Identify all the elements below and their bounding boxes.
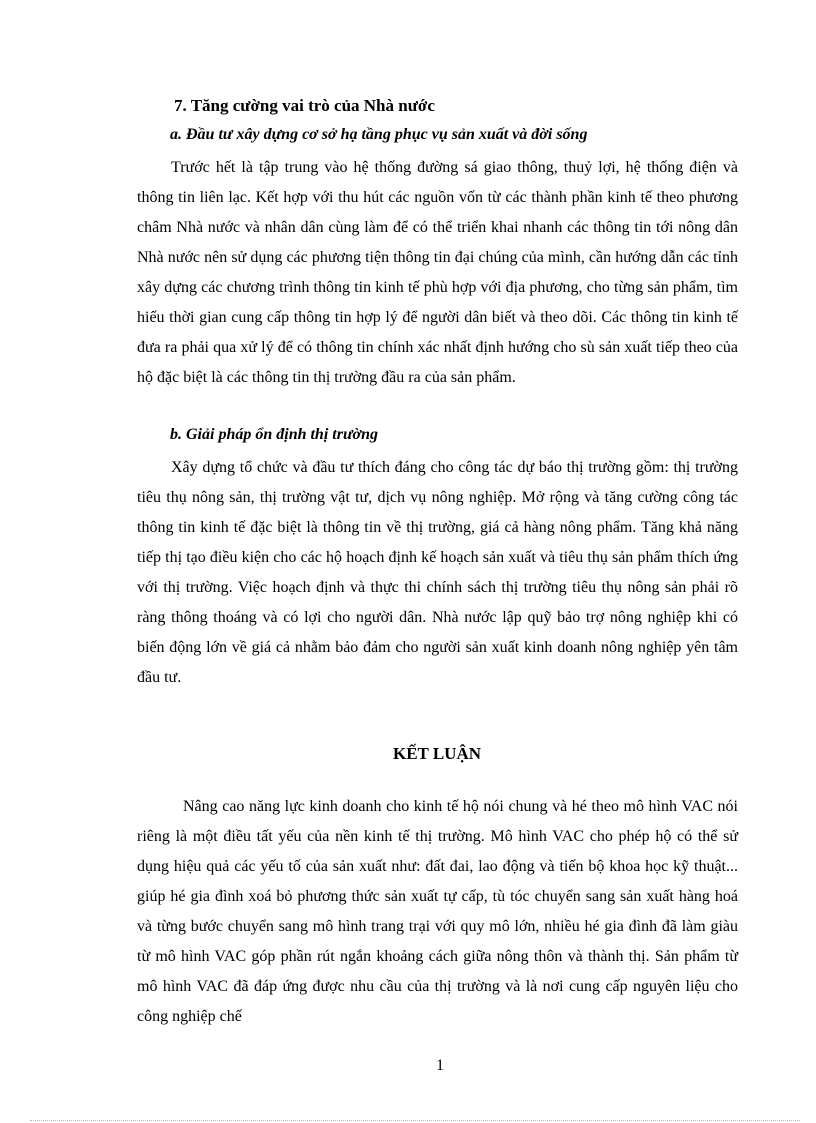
subsection-b-title: b. Giải pháp ổn định thị trường: [170, 426, 379, 443]
subsection-a-paragraph: Trước hết là tập trung vào hệ thống đường sá giao thông, thuỷ lợi, hệ thống điện và thông tin liên lạc. Kết hợp với thu hút các nguồn vốn từ các thành phần kinh tế theo phương châm Nhà nước và nhân dân cùng làm để có thể triển khai nhanh các thông tin tới nông dân Nhà nước nên sử dụng các phương tiện thông tin đại chúng của mình, cần hướng dẫn các tỉnh xây dựng các chương trình thông tin kinh tế phù hợp với địa phương, cho từng sản phẩm, tìm hiểu thời gian cung cấp thông tin hợp lý để người dân biết và theo dõi. Các thông tin kinh tế đưa ra phải qua xử lý để có thông tin chính xác nhất định hướng cho sù sản xuất tiếp theo của hộ đặc biệt là các thông tin thị trường đầu ra của sản phẩm.: [137, 159, 738, 386]
subsection-a-title: a. Đầu tư xây dựng cơ sở hạ tầng phục vụ sản xuất và đời sống: [170, 126, 588, 143]
subsection-b-paragraph: Xây dựng tổ chức và đầu tư thích đáng cho công tác dự báo thị trường gồm: thị trường tiêu thụ nông sản, thị trường vật tư, dịch vụ nông nghiệp. Mở rộng và tăng cường công tác thông tin kinh tế đặc biệt là thông tin về thị trường, giá cả hàng nông phẩm. Tăng khả năng tiếp thị tạo điều kiện cho các hộ hoạch định kế hoạch sản xuất và tiêu thụ sản phẩm thích ứng với thị trường. Việc hoạch định và thực thi chính sách thị trường tiêu thụ nông sản phải rõ ràng thông thoáng và có lợi cho người dân. Nhà nước lập quỹ bảo trợ nông nghiệp khi có biến động lớn về giá cả nhằm bảo đảm cho người sản xuất kinh doanh nông nghiệp yên tâm đầu tư.: [137, 459, 738, 686]
page-bottom-divider: [30, 1120, 800, 1121]
section-heading: 7. Tăng cường vai trò của Nhà nước: [174, 96, 435, 115]
conclusion-title: KẾT LUẬN: [392, 744, 481, 763]
page-number: 1: [436, 1057, 444, 1074]
conclusion-paragraph: Nâng cao năng lực kinh doanh cho kinh tế hộ nói chung và hé theo mô hình VAC nói riêng là một điều tất yếu của nền kinh tế thị trường. Mô hình VAC cho phép hộ có thể sử dụng hiệu quả các yếu tố của sản xuất như: đất đai, lao động và tiến bộ khoa học kỹ thuật... giúp hé gia đình xoá bỏ phương thức sản xuất tự cấp, tù tóc chuyển sang sản xuất hàng hoá và từng bước chuyển sang mô hình trang trại với quy mô lớn, nhiều hé gia đình đã làm giàu từ mô hình VAC góp phần rút ngắn khoảng cách giữa nông thôn và thành thị. Sản phẩm từ mô hình VAC đã đáp ứng được nhu cầu của thị trường và là nơi cung cấp nguyên liệu cho công nghiệp chế: [137, 798, 738, 1025]
